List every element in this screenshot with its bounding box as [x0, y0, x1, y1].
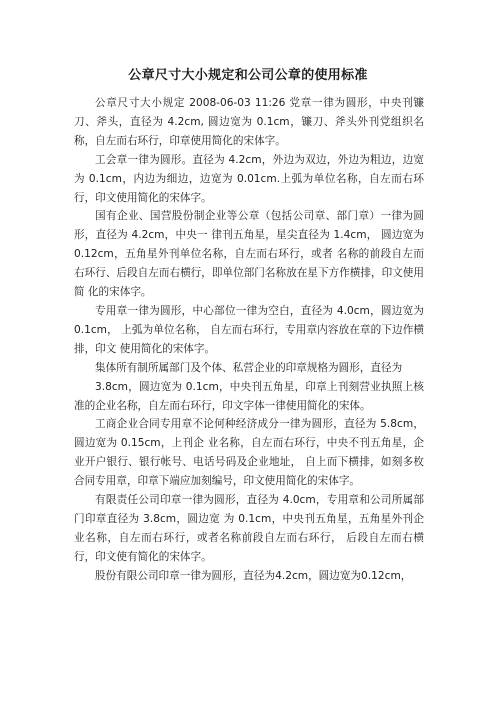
paragraph-state-enterprise-seal: 国有企业、国营股份制企业等公章（包括公司章、部门章）一律为圆形，直径为 4.2cm，中央一 律刊五角星，星尖直径为 1.4cm， 圆边宽为 0.12cm，五角星外刊单位名称，自左而右环行，或者 名称的前段自左而右环行、后段自左而右横行，即单位部门名称放在星下方作横排，印文使用简 化的宋体字。 — [74, 210, 424, 299]
document-body — [74, 94, 424, 586]
paragraph-collective-seal-continued: 3.8cm，圆边宽为 0.1cm，中央刊五角星，印章上刊刻营业执照上核准的企业名称，自左而右环行，印文字体一律使用简化的宋体。 — [74, 380, 424, 412]
paragraph-special-seal: 专用章一律为圆形，中心部位一律为空白，直径为 4.0cm，圆边宽为 0.1cm， 上弧为单位名称， 自左而右环行，专用章内容放在章的下边作横排，印文 使用简化的宋体字。 — [74, 304, 424, 355]
paragraph-llc-seal: 有限责任公司印章一律为圆形，直径为 4.0cm，专用章和公司所属部门印章直径为 3.8cm，圆边宽 为 0.1cm，中央刊五角星，五角星外刊企业名称，自左而右环行，或者名称前段自左而右环行， 后段自左而右横行，印文使有简化的宋体字。 — [74, 494, 424, 563]
paragraph-joint-stock-seal: 股份有限公司印章一律为圆形，直径为4.2cm，圆边宽为0.12cm， — [95, 569, 412, 582]
paragraph-collective-seal: 集体所有制所属部门及个体、私营企业的印章规格为圆形，直径为 — [95, 361, 403, 374]
paragraph-contract-seal: 工商企业合同专用章不论何种经济成分一律为圆形，直径为 5.8cm，圆边宽为 0.15cm，上刊企 业名称，自左而右环行，中央不刊五角星，企业开户银行、银行帐号、电话号码及企业地址， 自上而下横排，如刻多枚合同专用章，印章下端应加刻编号，印文使用简化的宋体字。 — [74, 418, 424, 488]
paragraph-party-seal: 公章尺寸大小规定 2008-06-03 11:26 党章一律为圆形，中央刊镰刀、斧头，直径为 4.2cm, 圆边宽为 0.1cm，镰刀、斧头外刊党组织名称，自左而右环行，印章使用简化的宋体字。 — [74, 97, 424, 147]
paragraph-union-seal: 工会章一律为圆形。直径为 4.2cm，外边为双边，外边为粗边，边宽为 0.1cm，内边为细边，边宽为 0.01cm.上弧为单位名称，自左而右环行，印文使用简化的宋体字。 — [74, 153, 424, 204]
document-title: 公章尺寸大小规定和公司公章的使用标准 — [128, 68, 368, 83]
